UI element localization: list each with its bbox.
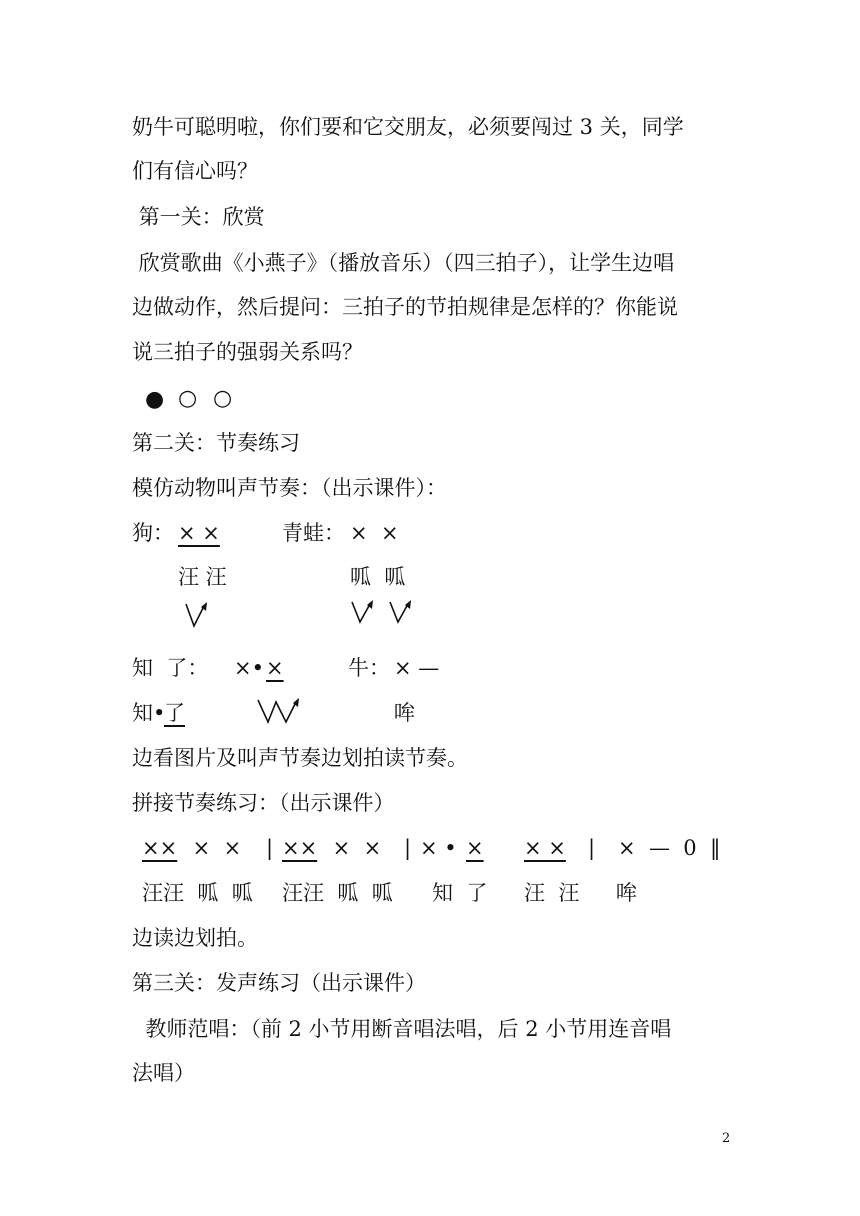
bar-line: | <box>404 836 412 860</box>
combo-rhythm-short: × <box>466 836 484 860</box>
frog-rhythm: × × <box>350 521 399 545</box>
combo-sound: 哞 <box>616 881 637 905</box>
combo-rhythm-quarters: × × <box>326 836 382 860</box>
strong-beat-symbol: ● <box>145 387 165 412</box>
section-heading-1: 第一关：欣赏 <box>132 205 265 229</box>
combo-sound: 知 了 <box>432 881 488 905</box>
cow-label: 牛： <box>348 656 390 680</box>
bar-line: | <box>588 836 596 860</box>
combo-rhythm-eighths: ×× <box>142 836 178 860</box>
cicada-label: 知 了： <box>132 656 209 680</box>
beat-stroke-icon <box>388 598 414 628</box>
beat-stroke-icon <box>256 696 302 726</box>
dog-rhythm: × × <box>178 521 220 545</box>
cow-sound: 哞 <box>394 701 415 725</box>
text-line-20: 教师范唱：（前 2 小节用断音唱法唱，后 2 小节用连音唱 <box>132 1017 672 1041</box>
text-line-15: 拼接节奏练习：（出示课件） <box>132 791 395 815</box>
beat-stroke-icon <box>350 598 376 628</box>
combo-rhythm-eighths: ×× <box>282 836 318 860</box>
combo-rhythm-ending: × — 0 ‖ <box>618 836 721 860</box>
cicada-sound-dotted: 知• <box>132 701 166 725</box>
section-heading-3: 第三关：发声练习（出示课件） <box>132 971 426 995</box>
bar-line: | <box>266 836 274 860</box>
text-line-21: 法唱） <box>132 1061 195 1085</box>
dog-label: 狗： <box>132 521 174 545</box>
text-line-8: 模仿动物叫声节奏：（出示课件）： <box>132 476 447 500</box>
weak-beat-symbol: ○ <box>178 386 198 411</box>
beat-stroke-icon <box>184 600 210 630</box>
combo-rhythm-dotted: × • <box>420 836 464 860</box>
text-line-2: 们有信心吗？ <box>132 159 258 183</box>
combo-rhythm-quarters: × × <box>186 836 242 860</box>
cicada-rhythm-dotted: ×• <box>234 656 264 680</box>
section-heading-2: 第二关：节奏练习 <box>132 431 300 455</box>
cicada-rhythm-short: × <box>266 656 284 680</box>
dog-sound: 汪 汪 <box>178 565 227 589</box>
combo-rhythm-eighths: × × <box>524 836 566 860</box>
page-number: 2 <box>722 1131 731 1146</box>
combo-sound: 汪 汪 <box>524 881 580 905</box>
weak-beat-symbol: ○ <box>213 386 233 411</box>
text-line-1: 奶牛可聪明啦，你们要和它交朋友，必须要闯过 3 关，同学 <box>132 115 684 139</box>
frog-sound: 呱 呱 <box>350 565 406 589</box>
text-line-18: 边读边划拍。 <box>132 926 258 950</box>
combo-sound: 汪汪 呱 呱 <box>282 881 393 905</box>
cicada-sound-short: 了 <box>164 701 185 725</box>
frog-label: 青蛙： <box>282 521 345 545</box>
text-line-6: 说三拍子的强弱关系吗？ <box>132 340 363 364</box>
cow-rhythm: × — <box>394 656 440 680</box>
text-line-4: 欣赏歌曲《小燕子》（播放音乐）（四三拍子），让学生边唱 <box>132 251 675 275</box>
combo-sound: 汪汪 呱 呱 <box>142 881 253 905</box>
text-line-5: 边做动作，然后提问：三拍子的节拍规律是怎样的？你能说 <box>132 295 678 319</box>
text-line-14: 边看图片及叫声节奏边划拍读节奏。 <box>132 746 468 770</box>
